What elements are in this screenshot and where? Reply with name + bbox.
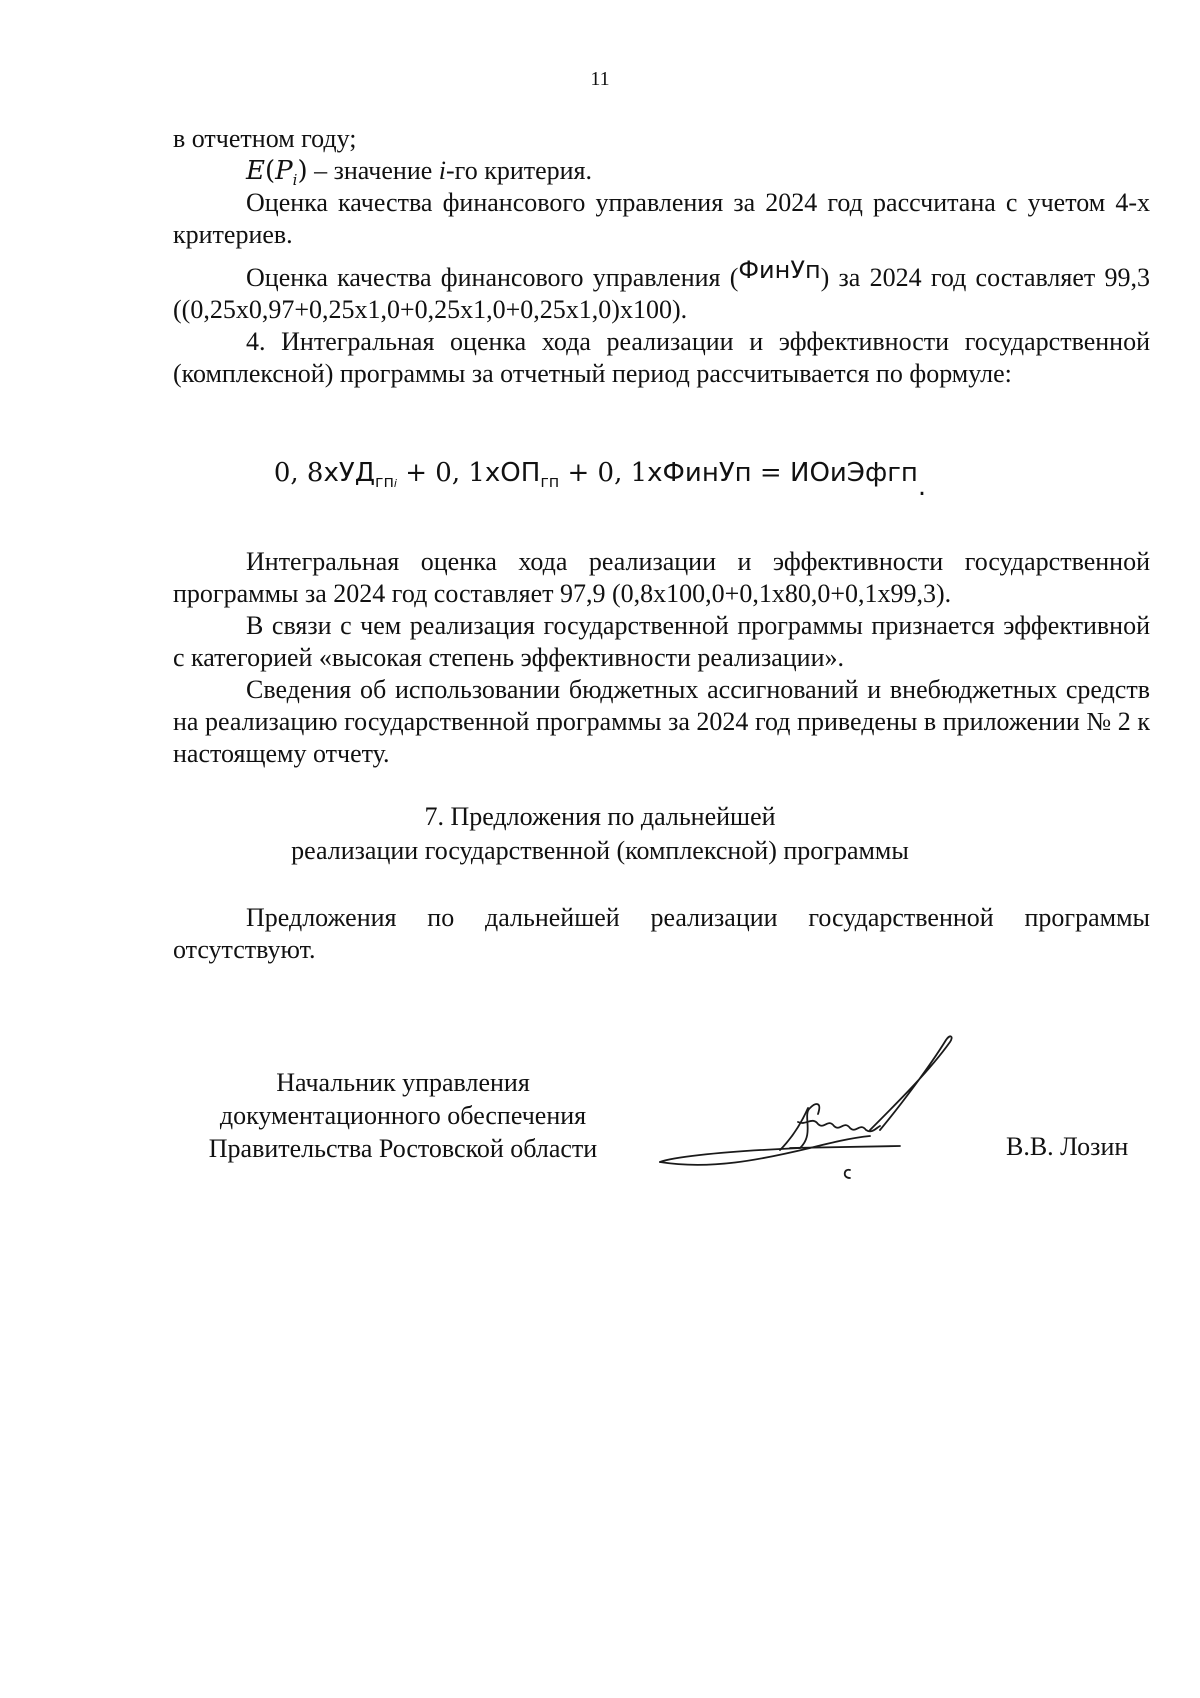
section-heading: [0, 800, 1200, 868]
paragraph-fin-b: ) за 2024 год составляет 99,3 ((0,25х0,97+0,25х1,0+0,25х1,0+0,25х1,0)х100).: [173, 263, 1150, 324]
intro-line: в отчетном году;: [173, 124, 357, 153]
equals: =: [751, 458, 790, 488]
coef-3: 0, 1: [597, 458, 648, 488]
signatory-name: В.В. Лозин: [1006, 1132, 1129, 1161]
sub-gp-2: гп: [540, 472, 560, 492]
heading-line-1: 7. Предложения по дальнейшей: [424, 802, 776, 831]
coef-1: 0, 8: [273, 458, 324, 488]
term-finup: хФинУп: [647, 458, 752, 488]
intro-block: [173, 123, 1150, 196]
plus-2: +: [559, 458, 598, 488]
sig-title-line-1: Начальник управления: [276, 1068, 530, 1097]
paragraph-result: Интегральная оценка хода реализации и эффективности государственной программы за 2024 год составляет 97,9 (0,8х100,0+0,1х80,0+0,1х99,3).: [173, 547, 1150, 608]
i-italic: i: [438, 156, 447, 185]
plus-1: +: [396, 458, 436, 488]
formula-P: P: [275, 156, 293, 186]
paragraph-fin-a: Оценка качества финансового управления (: [246, 263, 739, 292]
paragraph-integral: 4. Интегральная оценка хода реализации и эффективности государственной (комплексной) программы за отчетный период рассчитывается по формуле:: [173, 327, 1150, 388]
handwritten-signature: [650, 1030, 990, 1190]
paragraph-proposals: Предложения по дальнейшей реализации государственной программы отсутствуют.: [173, 903, 1150, 964]
formula-E: E: [246, 156, 265, 186]
dash-text: – значение: [307, 156, 439, 185]
finup-block: [173, 256, 1150, 326]
paragraph-criteria: Оценка качества финансового управления за 2024 год рассчитана с учетом 4-х критериев.: [173, 188, 1150, 249]
sub-i: i: [393, 477, 397, 491]
signatory-title: [173, 1066, 633, 1165]
proposals-block: [173, 902, 1150, 966]
paragraph-effective: В связи с чем реализация государственной программы признается эффективной с категорией «высокая степень эффективности реализации».: [173, 611, 1150, 672]
paragraph-budget: Сведения об использовании бюджетных ассигнований и внебюджетных средств на реализацию государственной программы за 2024 год приведены в приложении № 2 к настоящему отчету.: [173, 675, 1150, 768]
finup-symbol: ФинУп: [738, 256, 821, 284]
sig-title-line-3: Правительства Ростовской области: [208, 1134, 598, 1163]
term-op: хОП: [484, 458, 541, 488]
criteria-block: [173, 187, 1150, 251]
dash-text-end: -го критерия.: [446, 156, 593, 185]
heading-line-2: реализации государственной (комплексной) программы: [291, 836, 909, 865]
integral-formula: [0, 458, 1200, 502]
sub-gp-1: гп: [375, 472, 394, 492]
page-number: 11: [590, 68, 610, 90]
formula-dot: .: [917, 472, 927, 502]
criterion-definition: $E(P_i)$ – значение i-го критерия.: [246, 156, 593, 190]
integral-block: [173, 326, 1150, 390]
term-ud: хУД: [323, 458, 376, 488]
formula-i: i: [292, 171, 298, 190]
result-block: [173, 546, 1150, 770]
result-ioief: ИОиЭфгп: [790, 458, 918, 488]
coef-2: 0, 1: [435, 458, 485, 488]
paragraph-finup: [173, 256, 1150, 326]
sig-title-line-2: документационного обеспечения: [219, 1101, 587, 1130]
